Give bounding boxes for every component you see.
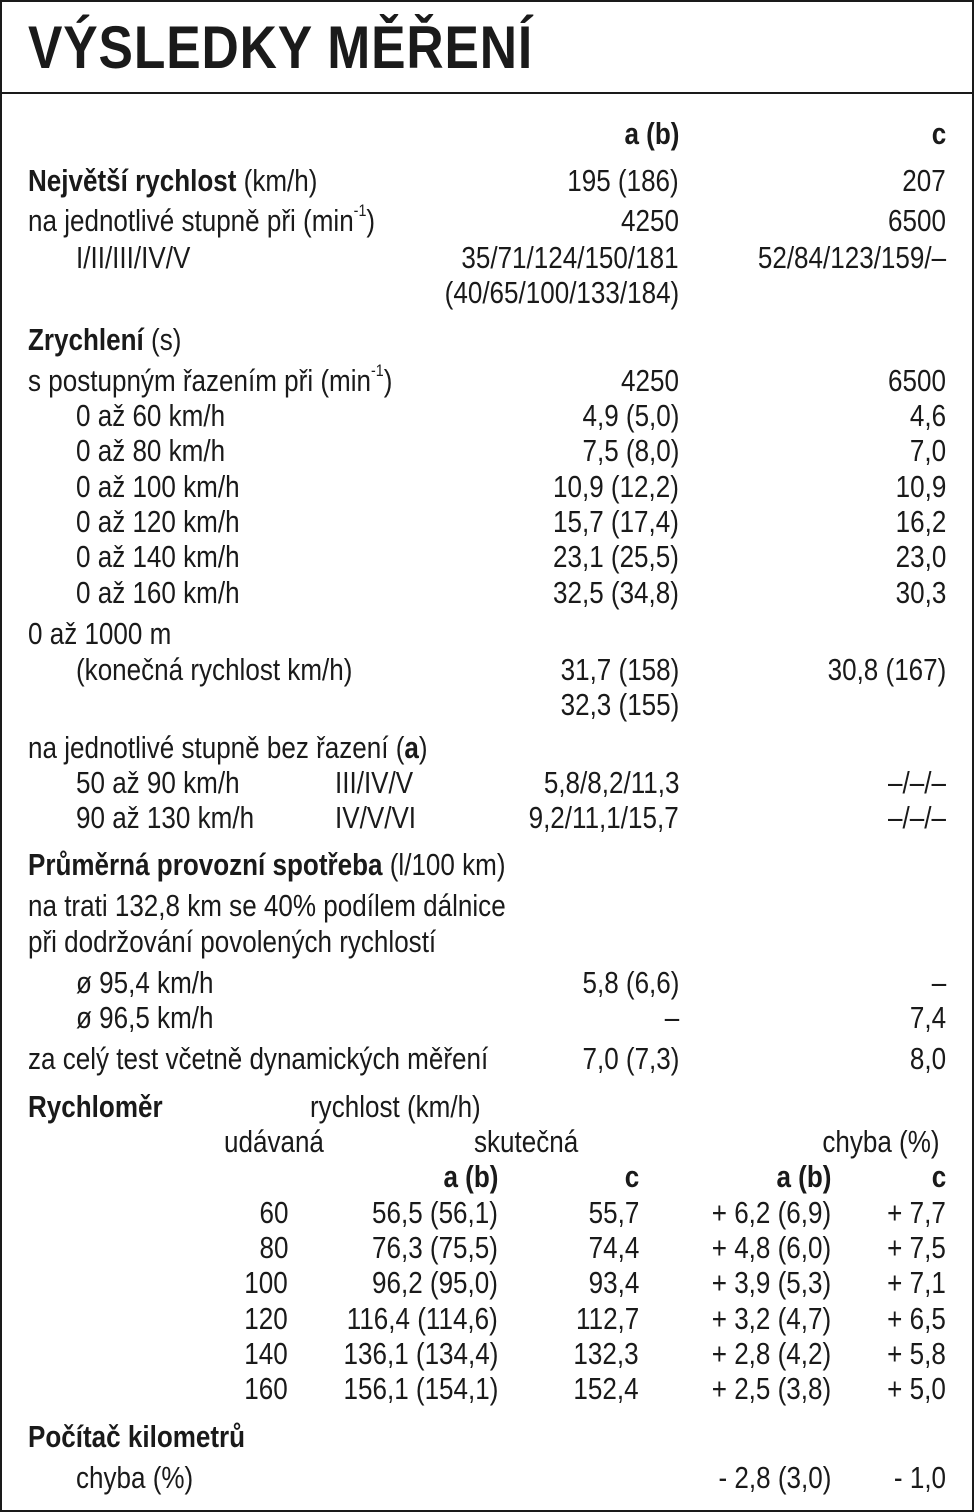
accel-row-a: 7,5 (8,0)	[582, 433, 679, 468]
shift-rpm-label	[28, 363, 392, 399]
page-title: VÝSLEDKY MĚŘENÍ	[28, 14, 534, 81]
speed-heading-line	[28, 163, 317, 199]
consumption-row-a: 5,8 (6,6)	[582, 965, 679, 1000]
noshift-row-c: –/–/–	[888, 765, 946, 800]
speedo-row-error-ab: + 2,5 (3,8)	[711, 1371, 831, 1406]
speed-heading: Největší rychlost	[28, 163, 237, 198]
column-header-a: a (b)	[624, 116, 679, 151]
gears-label: I/II/III/IV/V	[76, 240, 191, 275]
speedo-row-actual-c: 74,4	[588, 1230, 639, 1265]
speedo-row-actual-ab: 116,4 (114,6)	[346, 1301, 498, 1336]
accel-row-c: 30,3	[895, 575, 946, 610]
shift-rpm-label-close: )	[383, 363, 393, 398]
speedo-row-actual-ab: 76,3 (75,5)	[372, 1230, 498, 1265]
title-bar	[2, 2, 972, 94]
km-value-b: 32,3 (155)	[560, 687, 679, 722]
consumption-route-line: na trati 132,8 km se 40% podílem dálnice	[28, 888, 506, 923]
speedo-err-col-c: c	[931, 1159, 946, 1194]
shift-rpm-c: 6500	[888, 363, 946, 398]
accel-row-label: 0 až 120 km/h	[76, 504, 240, 539]
gears-rpm-label-text: na jednotlivé stupně při (min	[28, 203, 354, 238]
gears-speeds-a: 35/71/124/150/181	[461, 240, 679, 275]
speedo-row-error-ab: + 3,2 (4,7)	[711, 1301, 831, 1336]
noshift-row-c: –/–/–	[888, 800, 946, 835]
consumption-total-a: 7,0 (7,3)	[582, 1041, 679, 1076]
speedo-row-actual-c: 152,4	[573, 1371, 639, 1406]
accel-row-label: 0 až 80 km/h	[76, 433, 226, 468]
odometer-error-c: - 1,0	[893, 1460, 946, 1495]
shift-rpm-label-text: s postupným řazením při (min	[28, 363, 371, 398]
speedo-row-error-c: + 7,1	[887, 1265, 946, 1300]
consumption-total-c: 8,0	[909, 1041, 946, 1076]
consumption-row-c: –	[931, 965, 946, 1000]
speedo-indicated-label: udávaná	[224, 1124, 324, 1159]
speedo-row-error-c: + 5,8	[887, 1336, 946, 1371]
speedo-row-error-c: + 6,5	[887, 1301, 946, 1336]
km-value-a: 31,7 (158)	[560, 652, 679, 687]
accel-row-a: 23,1 (25,5)	[553, 539, 679, 574]
accel-row-a: 10,9 (12,2)	[553, 469, 679, 504]
speedo-row-indicated: 60	[259, 1195, 288, 1230]
speedo-row-error-c: + 5,0	[887, 1371, 946, 1406]
noshift-row-label: 90 až 130 km/h	[76, 800, 255, 835]
accel-row-c: 16,2	[895, 504, 946, 539]
noshift-row-gears: III/IV/V	[335, 765, 414, 800]
speed-value-a: 195 (186)	[567, 163, 679, 198]
speedo-row-error-ab: + 3,9 (5,3)	[711, 1265, 831, 1300]
speedo-row-indicated: 140	[244, 1336, 288, 1371]
accel-row-a: 15,7 (17,4)	[553, 504, 679, 539]
speedo-col-ab: a (b)	[443, 1159, 498, 1194]
speedo-row-actual-c: 112,7	[575, 1301, 639, 1336]
noshift-row-a: 5,8/8,2/11,3	[543, 765, 679, 800]
consumption-row-c: 7,4	[909, 1000, 946, 1035]
accel-row-c: 7,0	[909, 433, 946, 468]
speedo-row-indicated: 120	[244, 1301, 288, 1336]
consumption-row-label: ø 95,4 km/h	[76, 965, 214, 1000]
speedo-col-c: c	[624, 1159, 639, 1194]
accel-heading: Zrychlení	[28, 322, 144, 357]
speedo-row-error-ab: + 2,8 (4,2)	[711, 1336, 831, 1371]
column-header-c: c	[931, 116, 946, 151]
speedo-row-actual-ab: 156,1 (154,1)	[343, 1371, 498, 1406]
accel-row-c: 4,6	[909, 398, 946, 433]
speedo-row-actual-c: 55,7	[588, 1195, 639, 1230]
gears-speeds-b: (40/65/100/133/184)	[444, 275, 679, 310]
speedo-row-error-ab: + 4,8 (6,0)	[711, 1230, 831, 1265]
speedo-row-error-ab: + 6,2 (6,9)	[711, 1195, 831, 1230]
gears-rpm-label-close: )	[366, 203, 376, 238]
consumption-row-a: –	[664, 1000, 679, 1035]
gears-speeds-c: 52/84/123/159/–	[757, 240, 946, 275]
speedo-row-actual-ab: 136,1 (134,4)	[343, 1336, 498, 1371]
speedo-row-actual-ab: 56,5 (56,1)	[372, 1195, 498, 1230]
noshift-label-close: )	[418, 730, 428, 765]
accel-row-label: 0 až 160 km/h	[76, 575, 240, 610]
speedo-heading: Rychloměr	[28, 1089, 163, 1124]
speedo-row-indicated: 160	[244, 1371, 288, 1406]
odometer-error-label: chyba (%)	[76, 1460, 194, 1495]
gears-rpm-a: 4250	[621, 203, 679, 238]
accel-row-label: 0 až 140 km/h	[76, 539, 240, 574]
km-sub-label: (konečná rychlost km/h)	[76, 652, 353, 687]
consumption-route-line: při dodržování povolených rychlostí	[28, 924, 437, 959]
shift-rpm-label-sup: -1	[370, 361, 384, 380]
shift-rpm-a: 4250	[621, 363, 679, 398]
accel-row-a: 32,5 (34,8)	[553, 575, 679, 610]
noshift-row-label: 50 až 90 km/h	[76, 765, 240, 800]
speedo-row-indicated: 100	[244, 1265, 288, 1300]
consumption-heading: Průměrná provozní spotřeba	[28, 847, 383, 882]
speed-value-c: 207	[902, 163, 946, 198]
speedo-row-actual-c: 132,3	[573, 1336, 639, 1371]
speedo-row-error-c: + 7,7	[887, 1195, 946, 1230]
noshift-row-gears: IV/V/VI	[335, 800, 417, 835]
accel-unit: (s)	[151, 322, 182, 357]
gears-rpm-label	[28, 203, 375, 239]
consumption-unit: (l/100 km)	[389, 847, 506, 882]
km-value-c: 30,8 (167)	[827, 652, 946, 687]
gears-rpm-c: 6500	[888, 203, 946, 238]
speedo-row-actual-ab: 96,2 (95,0)	[372, 1265, 498, 1300]
consumption-total-label: za celý test včetně dynamických měření	[28, 1041, 489, 1076]
odometer-error-a: - 2,8 (3,0)	[718, 1460, 831, 1495]
accel-row-label: 0 až 100 km/h	[76, 469, 240, 504]
accel-row-c: 23,0	[895, 539, 946, 574]
consumption-row-label: ø 96,5 km/h	[76, 1000, 214, 1035]
speed-unit: (km/h)	[243, 163, 318, 198]
speedo-row-indicated: 80	[259, 1230, 288, 1265]
speedo-row-error-c: + 7,5	[887, 1230, 946, 1265]
consumption-heading-line	[28, 847, 506, 883]
accel-row-label: 0 až 60 km/h	[76, 398, 226, 433]
noshift-row-a: 9,2/11,1/15,7	[528, 800, 679, 835]
noshift-label-bold: a	[404, 730, 419, 765]
speedo-speed-label: rychlost (km/h)	[310, 1089, 481, 1124]
accel-row-c: 10,9	[895, 469, 946, 504]
speedo-err-col-ab: a (b)	[776, 1159, 831, 1194]
speedo-row-actual-c: 93,4	[588, 1265, 639, 1300]
km-label: 0 až 1000 m	[28, 616, 172, 651]
speedo-actual-label: skutečná	[474, 1124, 579, 1159]
noshift-label	[28, 730, 428, 766]
gears-rpm-label-sup: -1	[353, 201, 367, 220]
noshift-label-text: na jednotlivé stupně bez řazení (	[28, 730, 405, 765]
odometer-heading: Počítač kilometrů	[28, 1419, 246, 1454]
accel-heading-line	[28, 322, 181, 358]
accel-row-a: 4,9 (5,0)	[582, 398, 679, 433]
speedo-error-label: chyba (%)	[822, 1124, 940, 1159]
